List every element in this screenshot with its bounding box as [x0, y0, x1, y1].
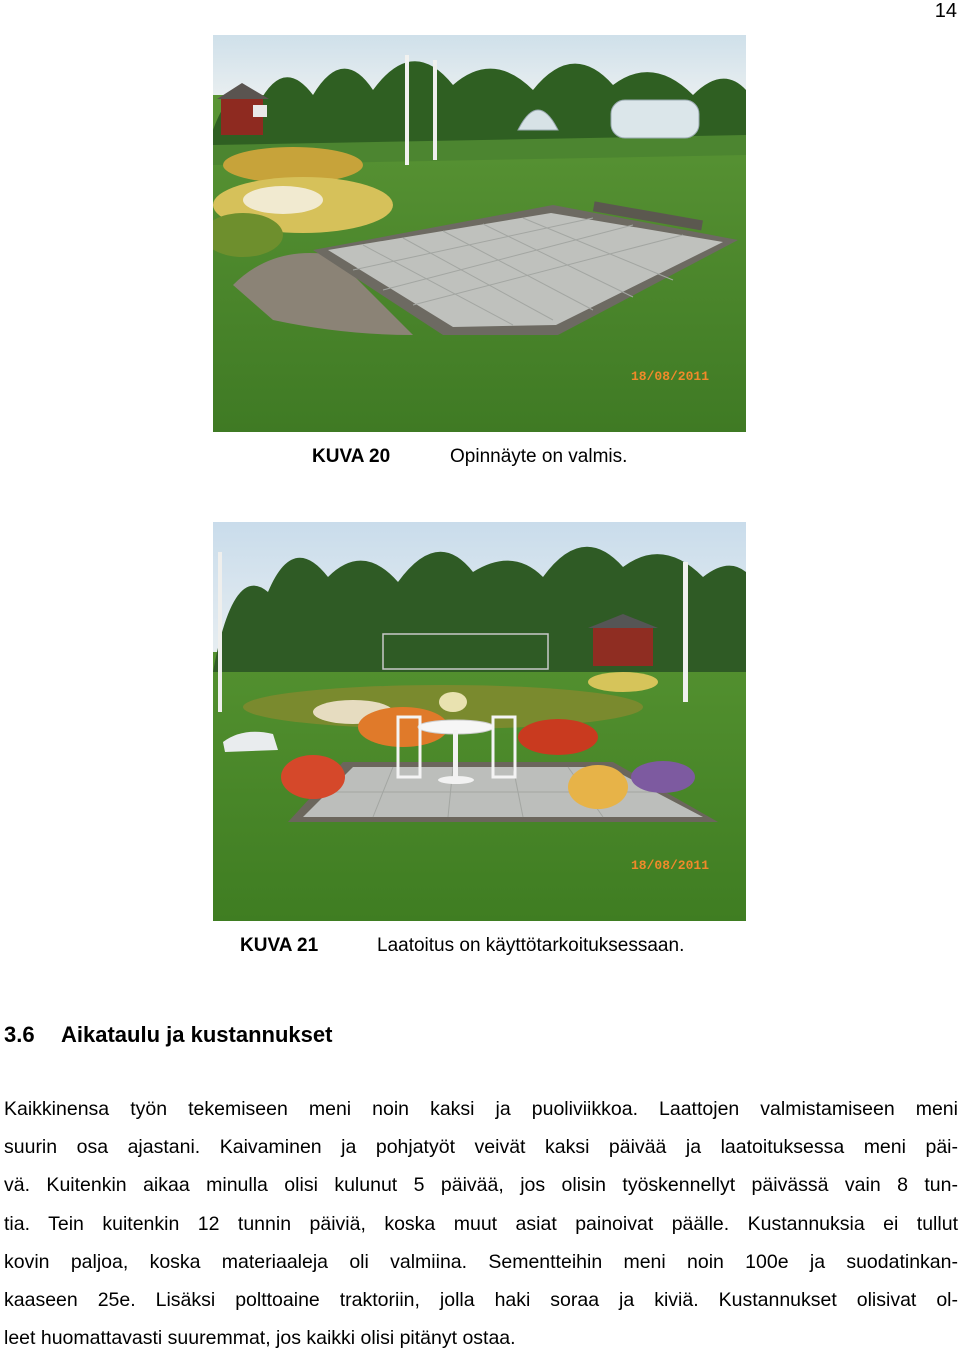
section-title: Aikataulu ja kustannukset [61, 1022, 333, 1047]
paragraph-line: suurin osa ajastani. Kaivaminen ja pohjatyöt veivät kaksi päivää ja laatoituksessa meni päi- [4, 1136, 958, 1159]
paragraph-line: kaaseen 25e. Lisäksi polttoaine traktoriin, jolla haki soraa ja kiviä. Kustannukset olisivat ol- [4, 1289, 958, 1312]
paragraph-line: leet huomattavasti suuremmat, jos kaikki olisi pitänyt ostaa. [4, 1327, 516, 1350]
page-number: 14 [934, 0, 957, 22]
paragraph-line: Kaikkinensa työn tekemiseen meni noin kaksi ja puoliviikkoa. Laattojen valmistamiseen meni [4, 1098, 958, 1120]
paragraph-line: kovin paljoa, koska materiaaleja oli valmiina. Sementteihin meni noin 100e ja suodatinkan- [4, 1250, 958, 1273]
section-number: 3.6 [4, 1022, 35, 1047]
date-stamp: 18/08/2011 [631, 369, 710, 384]
photo-finished-paving [213, 35, 746, 432]
photo-paving-in-use [213, 522, 746, 921]
figure-label: KUVA 20 [312, 446, 391, 467]
body-paragraph [4, 1090, 958, 1357]
figure-caption-text: Laatoitus on käyttötarkoituksessaan. [377, 935, 685, 956]
figure-label: KUVA 21 [240, 935, 319, 956]
paragraph-line: vä. Kuitenkin aikaa minulla olisi kulunut 5 päivää, jos olisin työskennellyt päivässä vain 8 tun- [4, 1174, 958, 1197]
figure-caption-text: Opinnäyte on valmis. [450, 446, 628, 467]
date-stamp: 18/08/2011 [631, 858, 710, 873]
paragraph-line: tia. Tein kuitenkin 12 tunnin päiviä, koska muut asiat painoivat päälle. Kustannuksia ei tullut [4, 1212, 958, 1235]
section-heading [4, 1022, 332, 1048]
